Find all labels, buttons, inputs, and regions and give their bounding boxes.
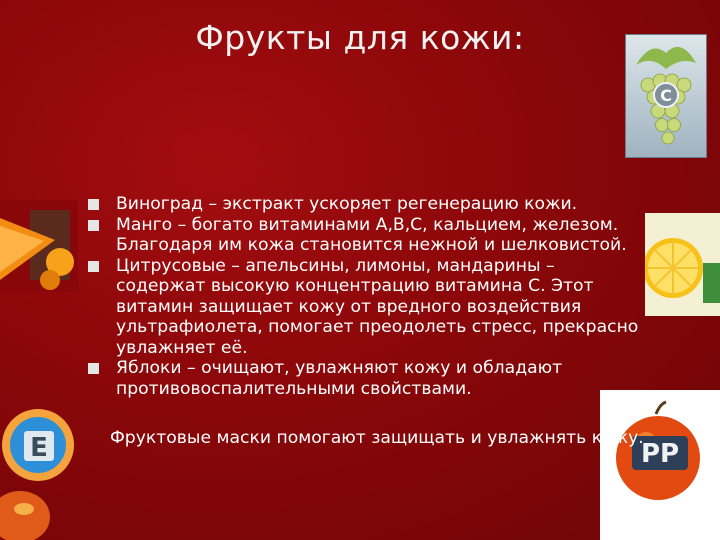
bullet-text: Виноград – экстракт ускоряет регенерацию кожи.	[116, 194, 578, 214]
bullet-square-icon	[88, 363, 99, 374]
vitamin-e-peach-image	[0, 395, 100, 540]
grapes-vitamin-c-image	[625, 34, 707, 158]
closing-line: Фруктовые маски помогают защищать и увлажнять кожу.	[110, 428, 644, 448]
vitamin-c-badge: C	[660, 86, 672, 105]
bullet-square-icon	[88, 261, 99, 272]
bullet-square-icon	[88, 220, 99, 231]
bullet-text: Цитрусовые – апельсины, лимоны, мандарины – содержат высокую концентрацию витамина С. Этот витамин защищает кожу от вредного воздействия ультрафиолета, помогает преодолеть стресс, прекрасно увлажняет её.	[116, 255, 639, 358]
orange-slices-image	[0, 200, 78, 292]
vitamin-e-badge: E	[30, 433, 48, 463]
bullet-square-icon	[88, 199, 99, 210]
vitamin-pp-badge: PP	[640, 439, 680, 469]
bullet-item	[86, 215, 646, 256]
orange-slice-image	[645, 213, 720, 316]
bullet-item	[86, 194, 646, 215]
bullet-item	[86, 358, 646, 399]
vitamin-pp-apple-image	[600, 390, 720, 540]
bullet-text: Манго – богато витаминами А,В,С, кальцием, железом. Благодаря им кожа становится нежной и шелковистой.	[116, 214, 627, 255]
bullet-list	[86, 194, 646, 399]
slide-title: Фрукты для кожи:	[195, 18, 525, 57]
bullet-text: Яблоки – очищают, увлажняют кожу и обладают противовоспалительными свойствами.	[116, 358, 563, 399]
bullet-item	[86, 256, 646, 359]
